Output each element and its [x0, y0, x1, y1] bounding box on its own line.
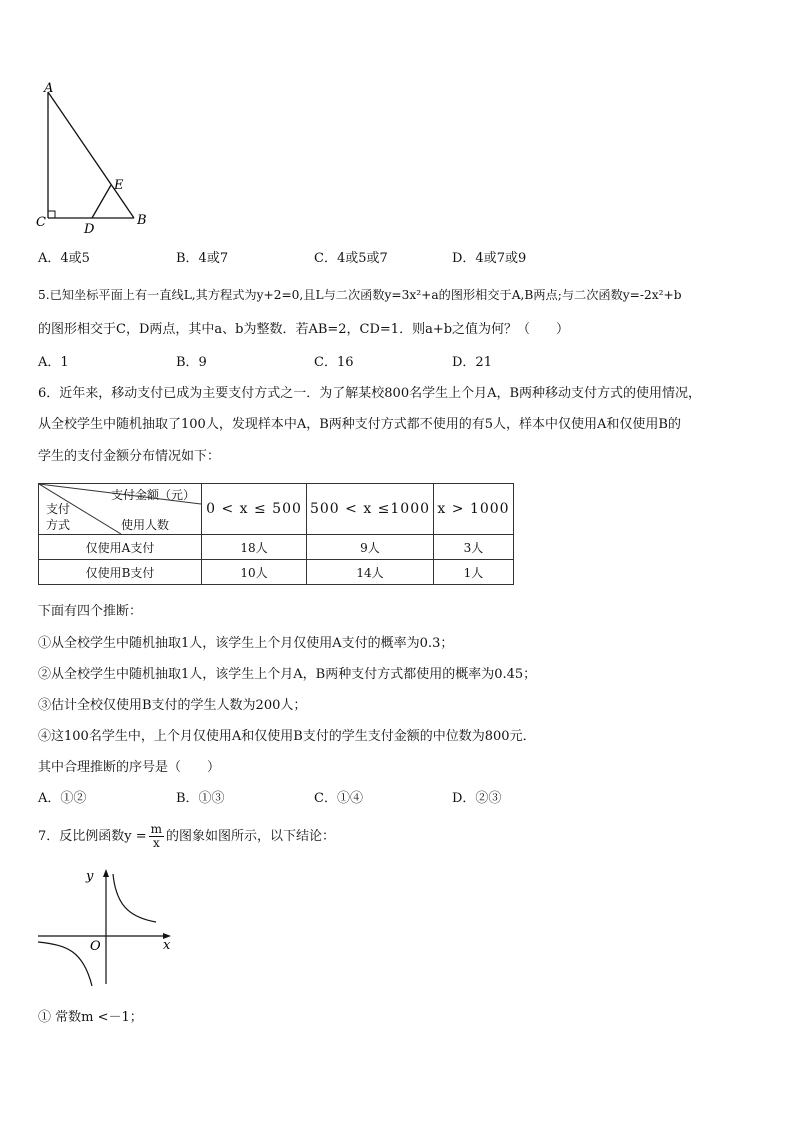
q7-stem: [38, 822, 335, 852]
origin-label: O: [90, 939, 101, 954]
q7-conclusion-1: ① 常数m <－1；: [38, 1010, 143, 1025]
q6-item-2: ②从全校学生中随机抽取1人，该学生上个月A，B两种支付方式都使用的概率为0.45；: [38, 667, 537, 682]
q6-option-d: D．②③: [452, 791, 502, 806]
q6-stem-line2: 从全校学生中随机抽取了100人，发现样本中A，B两种支付方式都不使用的有5人，样本中仅使用A和仅使用B的: [38, 417, 681, 432]
col-header-1: 0 < x ≤ 500: [202, 484, 307, 535]
q5-option-d: D．21: [452, 355, 492, 370]
table-row: [39, 535, 514, 560]
label-B: B: [137, 213, 147, 228]
q5-stem-line1: 5.已知坐标平面上有一直线L,其方程式为y+2=0,且L与二次函数y=3x²+a的图形相交于A,B两点;与二次函数y=-2x²+b: [38, 288, 682, 302]
q5-stem-line2: 的图形相交于C，D两点，其中a、b为整数．若AB=2，CD=1．则a+b之值为何？（ ）: [38, 322, 570, 337]
q5-option-c: C．16: [314, 355, 354, 370]
table-cell: 9人: [307, 535, 434, 560]
table-cell: 1人: [434, 560, 514, 585]
corner-header-method1: 支付: [46, 502, 71, 516]
label-C: C: [36, 215, 46, 230]
q6-stem-line3: 学生的支付金额分布情况如下：: [38, 449, 221, 464]
q6-item-1: ①从全校学生中随机抽取1人，该学生上个月仅使用A支付的概率为0.3；: [38, 636, 454, 651]
q6-option-c: C．①④: [314, 791, 363, 806]
q5-option-a: A．1: [38, 355, 69, 370]
q4-option-a: A．4或5: [38, 251, 90, 266]
payment-table: [38, 483, 514, 585]
col-header-3: x > 1000: [434, 484, 514, 535]
q7-stem-suffix: 的图象如图所示，以下结论：: [166, 829, 336, 844]
hyperbola-graph: [36, 862, 181, 992]
q6-option-a: A．①②: [38, 791, 87, 806]
q4-option-d: D．4或7或9: [452, 251, 527, 266]
table-cell: 10人: [202, 560, 307, 585]
corner-header-count: 使用人数: [121, 518, 170, 532]
corner-header-method2: 方式: [46, 518, 71, 532]
row-label: 仅使用B支付: [39, 560, 202, 585]
corner-header-amount: 支付金额（元）: [111, 488, 196, 502]
fraction-numerator: m: [150, 822, 163, 836]
q6-intro: 下面有四个推断：: [38, 604, 143, 619]
q4-option-b: B．4或7: [176, 251, 229, 266]
q5-option-b: B．9: [176, 355, 207, 370]
triangle-figure: [30, 80, 160, 240]
row-label: 仅使用A支付: [39, 535, 202, 560]
q6-option-b: B．①③: [176, 791, 225, 806]
label-D: D: [84, 222, 95, 237]
label-A: A: [44, 81, 54, 96]
axis-label-y: y: [86, 869, 94, 884]
label-E: E: [114, 178, 124, 193]
table-cell: 14人: [307, 560, 434, 585]
q6-item-3: ③估计全校仅使用B支付的学生人数为200人；: [38, 698, 307, 713]
q6-stem-line1: 6．近年来，移动支付已成为主要支付方式之一．为了解某校800名学生上个月A，B两种移动支付方式的使用情况，: [38, 386, 702, 401]
col-header-2: 500 < x ≤1000: [307, 484, 434, 535]
fraction-m-over-x: [149, 823, 164, 850]
table-row: [39, 560, 514, 585]
q6-question: 其中合理推断的序号是（ ）: [38, 760, 221, 775]
q6-item-4: ④这100名学生中，上个月仅使用A和仅使用B支付的学生支付金额的中位数为800元．: [38, 729, 536, 744]
axis-label-x: x: [163, 938, 171, 953]
q4-option-c: C．4或5或7: [314, 251, 388, 266]
table-cell: 3人: [434, 535, 514, 560]
q7-stem-prefix: 7．反比例函数y =: [38, 829, 147, 844]
table-cell: 18人: [202, 535, 307, 560]
table-corner-cell: [39, 484, 202, 535]
fraction-denominator: x: [152, 836, 160, 850]
